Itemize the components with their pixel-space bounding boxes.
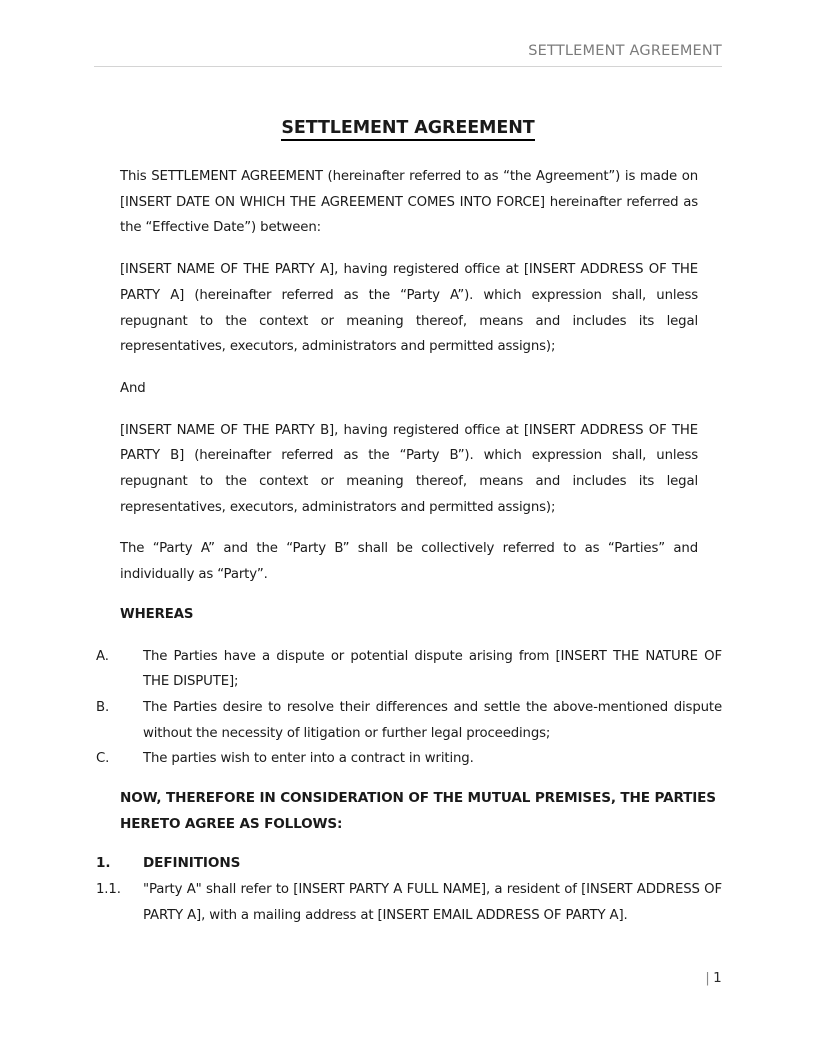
recital-marker: C. [96, 751, 110, 767]
recital-marker: B. [96, 699, 110, 715]
paragraph-and-connector: And [120, 380, 146, 396]
document-header [94, 44, 722, 67]
recital-marker: A. [96, 648, 109, 664]
document-footer [94, 970, 722, 986]
operative-statement: NOW, THEREFORE IN CONSIDERATION OF THE MUTUAL PREMISES, THE PARTIES HERETO AGREE AS FOLLOWS: [120, 790, 716, 832]
paragraph-party-b: [INSERT NAME OF THE PARTY B], having registered office at [INSERT ADDRESS OF THE PARTY B] (hereinafter referred as the “Party B”). which expression shall, unless repugnant to the context or meaning thereof, means and includes its legal representatives, executors, administrators and permitted assigns); [120, 422, 698, 515]
running-header-title: SETTLEMENT AGREEMENT [528, 43, 722, 59]
clause-text: "Party A" shall refer to [INSERT PARTY A FULL NAME], a resident of [INSERT ADDRESS OF PARTY A], with a mailing address at [INSERT EMAIL ADDRESS OF PARTY A]. [143, 882, 722, 923]
page-title-text: SETTLEMENT AGREEMENT [281, 118, 534, 141]
page-title [0, 118, 816, 138]
recital-text: The parties wish to enter into a contract in writing. [143, 751, 474, 767]
recitals-list [0, 644, 816, 773]
list-item [0, 695, 816, 746]
whereas-heading: WHEREAS [120, 606, 194, 622]
paragraph-intro: This SETTLEMENT AGREEMENT (hereinafter referred to as “the Agreement”) is made on [INSERT DATE ON WHICH THE AGREEMENT COMES INTO FORCE] hereinafter referred as the “Effective Date”) between: [120, 169, 698, 236]
list-item [0, 746, 816, 772]
paragraph-collective-definition: The “Party A” and the “Party B” shall be collectively referred to as “Parties” and individually as “Party”. [120, 541, 698, 583]
list-item [0, 644, 816, 695]
recital-text: The Parties have a dispute or potential dispute arising from [INSERT THE NATURE OF THE DISPUTE]; [143, 648, 722, 690]
recital-text: The Parties desire to resolve their differences and settle the above-mentioned dispute without the necessity of litigation or further legal proceedings; [143, 699, 722, 741]
clause-1-1 [0, 877, 816, 928]
section-number: 1. [96, 855, 111, 872]
page-number: 1 [713, 970, 722, 986]
clause-number: 1.1. [96, 882, 121, 898]
section-title: DEFINITIONS [143, 855, 241, 872]
footer-separator: | [705, 970, 711, 986]
document-body [0, 118, 816, 929]
header-divider [94, 66, 722, 67]
section-heading-definitions [0, 851, 816, 877]
paragraph-party-a: [INSERT NAME OF THE PARTY A], having registered office at [INSERT ADDRESS OF THE PARTY A] (hereinafter referred as the “Party A”). which expression shall, unless repugnant to the context or meaning thereof, means and includes its legal representatives, executors, administrators and permitted assigns); [120, 262, 698, 355]
